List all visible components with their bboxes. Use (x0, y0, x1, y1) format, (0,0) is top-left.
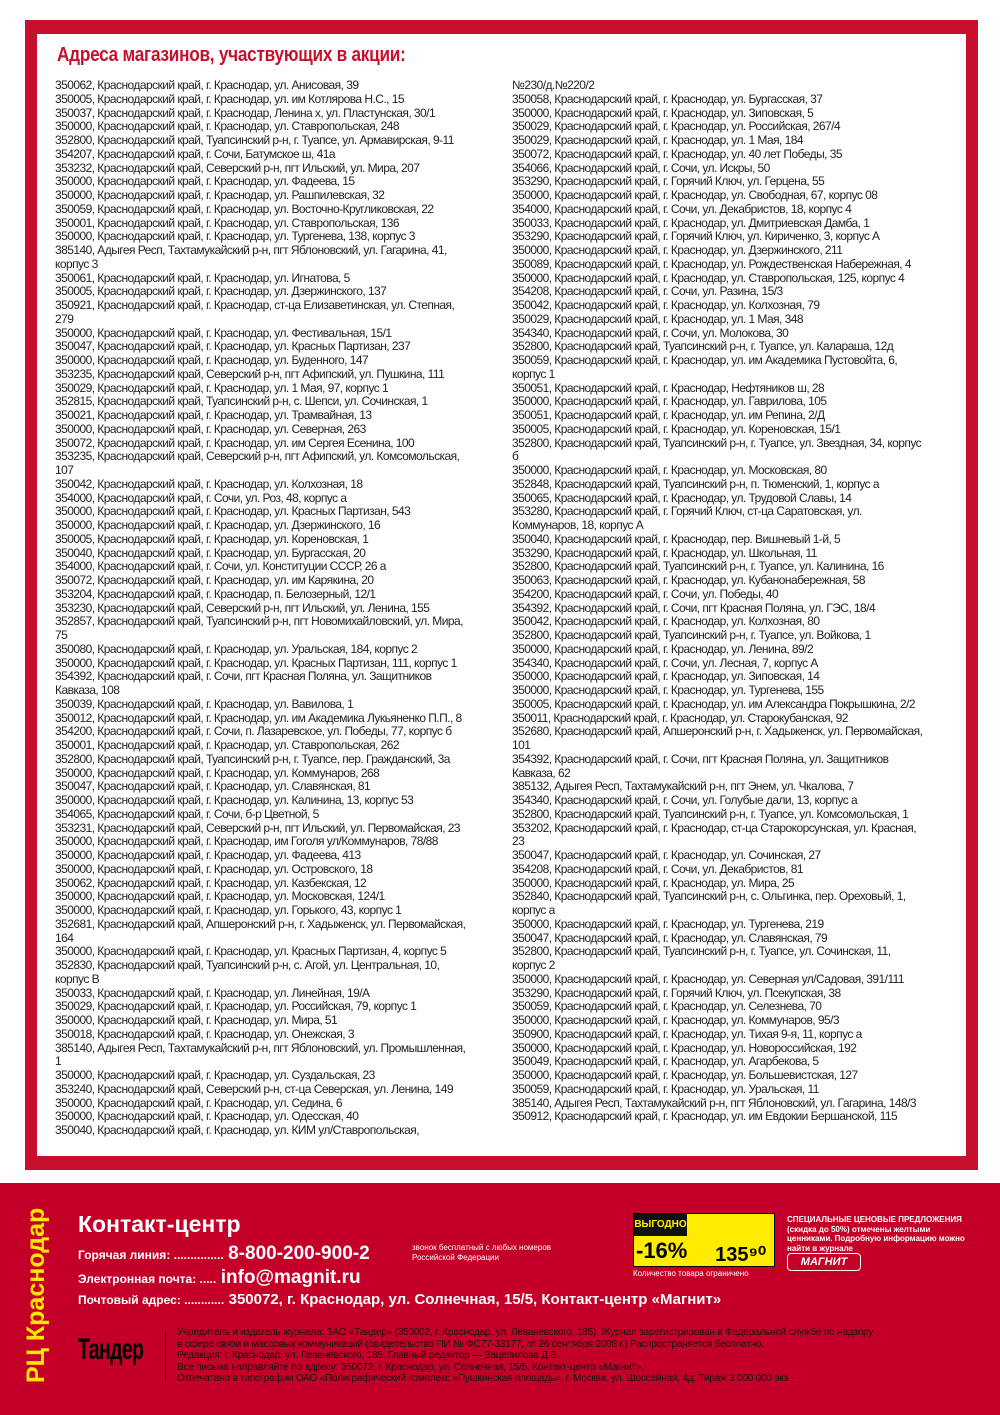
address-line: 350000, Краснодарский край, г. Краснодар, ул. Ставропольская, 248 (55, 119, 399, 134)
address-line: №230/д.№220/2 (512, 78, 595, 92)
address-line: 350062, Краснодарский край, г. Краснодар, ул. Казбекская, 12 (55, 875, 367, 890)
address-line: 353235, Краснодарский край, Северский р-н, пгт Афипский, ул. Пушкина, 111 (55, 366, 445, 381)
address-line: 354392, Краснодарский край, г. Сочи, пгт Красная Поляна, ул. ГЭС, 18/4 (512, 600, 876, 615)
logo-divider (165, 1331, 166, 1381)
address-line: 352800, Краснодарский край, Туапсинский р-н, г. Туапсе, ул. Звездная, 34, корпус (512, 435, 922, 450)
address-line: 350000, Краснодарский край, г. Краснодар, ул. Фадеева, 15 (55, 174, 355, 189)
address-line: 107 (55, 463, 74, 477)
address-line: 354208, Краснодарский край, г. Сочи, ул. Декабристов, 81 (512, 861, 803, 876)
special-offers-text: СПЕЦИАЛЬНЫЕ ЦЕНОВЫЕ ПРЕДЛОЖЕНИЯ (скидка до 50%) отмечены желтыми ценниками. Подробную информацию можно найти в журнале (787, 1215, 965, 1253)
email-link[interactable]: info@magnit.ru (220, 1267, 361, 1288)
address-line: 350042, Краснодарский край, г. Краснодар, ул. Колхозная, 80 (512, 614, 820, 629)
address-line: корпус 2 (512, 958, 555, 972)
address-line: 350005, Краснодарский край, г. Краснодар, ул. Дзержинского, 137 (55, 284, 387, 299)
address-line: 350000, Краснодарский край, г. Краснодар, ул. Красных Партизан, 111, корпус 1 (55, 655, 457, 670)
address-line: 350047, Краснодарский край, г. Краснодар, ул. Славянская, 79 (512, 930, 828, 945)
address-line: 350080, Краснодарский край, г. Краснодар, ул. Уральская, 184, корпус 2 (55, 641, 418, 656)
price-tag-image (633, 1213, 775, 1267)
address-line: 350000, Краснодарский край, г. Краснодар, ул. Фадеева, 413 (55, 848, 361, 862)
address-line: 350000, Краснодарский край, г. Краснодар, ул. Северная ул/Садовая, 391/111 (512, 971, 905, 986)
address-line: 350005, Краснодарский край, г. Краснодар, ул. им Александра Покрышкина, 2/2 (512, 696, 915, 711)
address-line: 101 (512, 738, 531, 752)
address-line: 350000, Краснодарский край, г. Краснодар, ул. Мира, 51 (55, 1013, 338, 1027)
imprint-line: Все письма направляйте по адресу: 350072, г. Краснодар, ул. Солнечная, 15/5. Контакт-центр «Магнит». (177, 1361, 644, 1373)
imprint-line: Учредитель и издатель журнала: ЗАО «Тандер» (350002, г. Краснодар, ул. Леваневского, 185). Журнал зарегистрирован в Федеральной службе по надзору (177, 1327, 874, 1338)
address-line: 350040, Краснодарский край, г. Краснодар, пер. Вишневый 1-й, 5 (512, 531, 841, 546)
address-line: 350000, Краснодарский край, г. Краснодар, ул. Ленина, 89/2 (512, 641, 814, 656)
address-line: 350059, Краснодарский край, г. Краснодар, ул. Восточно-Кругликовская, 22 (55, 201, 434, 216)
address-line: 350062, Краснодарский край, г. Краснодар, ул. Анисовая, 39 (55, 78, 359, 92)
address-line: 350059, Краснодарский край, г. Краснодар, ул. Селезнева, 70 (512, 999, 822, 1014)
address-line: 354000, Краснодарский край, г. Сочи, ул. Декабристов, 18, корпус 4 (512, 201, 852, 216)
address-line: 350040, Краснодарский край, г. Краснодар, ул. КИМ ул/Ставропольская, (55, 1123, 419, 1137)
address-line: 350000, Краснодарский край, г. Краснодар, ул. Тургенева, 138, корпус 3 (55, 229, 415, 244)
address-line: 354340, Краснодарский край, г. Сочи, ул. Молокова, 30 (512, 325, 789, 340)
address-line: 350058, Краснодарский край, г. Краснодар, ул. Бургасская, 37 (512, 91, 823, 106)
address-line: 350029, Краснодарский край, г. Краснодар, ул. 1 Мая, 97, корпус 1 (55, 380, 389, 395)
address-line: 350033, Краснодарский край, г. Краснодар, ул. Линейная, 19/А (55, 985, 370, 1000)
address-line: 354065, Краснодарский край, г. Сочи, б-р Цветной, 5 (55, 806, 319, 821)
imprint-line: Отпечатано в типографии ОАО «Полиграфический комплекс «Пушкинская площадь», г. Москва, ул. Шоссейная, 4д. Тираж 3 000 000 экз. (177, 1373, 791, 1384)
post-address: 350072, г. Краснодар, ул. Солнечная, 15/5, Контакт-центр «Магнит» (228, 1291, 722, 1308)
region-label: РЦ Краснодар (22, 1207, 50, 1383)
tander-logo: Тандер (78, 1333, 144, 1366)
address-line: 353235, Краснодарский край, Северский р-н, пгт Афипский, ул. Комсомольская, (55, 449, 460, 464)
address-line: 354000, Краснодарский край, г. Сочи, ул. Роз, 48, корпус а (55, 490, 347, 505)
address-line: 350005, Краснодарский край, г. Краснодар, ул. им Котлярова Н.С., 15 (55, 91, 404, 106)
address-line: 350000, Краснодарский край, г. Краснодар, ул. Большевистская, 127 (512, 1068, 858, 1082)
address-line: 350049, Краснодарский край, г. Краснодар, ул. Агарбекова, 5 (512, 1054, 819, 1069)
address-line: 350000, Краснодарский край, г. Краснодар, ул. Тургенева, 219 (512, 916, 824, 931)
address-line: 75 (55, 628, 68, 642)
address-line: Кавказа, 62 (512, 765, 571, 780)
contact-center-title: Контакт-центр (78, 1211, 241, 1237)
address-line: 350000, Краснодарский край, г. Краснодар, ул. Новороссийская, 192 (512, 1040, 857, 1055)
address-line: 350047, Краснодарский край, г. Краснодар, ул. Славянская, 81 (55, 779, 371, 794)
address-line: 353290, Краснодарский край, г. Горячий Ключ, ул. Псекупская, 38 (512, 985, 841, 1000)
address-line: 350063, Краснодарский край, г. Краснодар, ул. Кубанонабережная, 58 (512, 573, 865, 587)
address-line: 385140, Адыгея Респ, Тахтамукайский р-н, пгт Яблоновский, ул. Гагарина, 148/3 (512, 1095, 916, 1110)
address-line: 354340, Краснодарский край, г. Сочи, ул. Лесная, 7, корпус А (512, 655, 818, 670)
address-line: 350000, Краснодарский край, г. Краснодар, ул. Ставропольская, 125, корпус 4 (512, 270, 905, 285)
address-line: Коммунаров, 18, корпус А (512, 518, 644, 532)
hotline-note: звонок бесплатный с любых номеров Российской Федерации (412, 1243, 552, 1262)
address-line: 352800, Краснодарский край, Туапсинский р-н, г. Туапсе, ул. Калараша, 12д (512, 339, 894, 354)
address-line: 350047, Краснодарский край, г. Краснодар, ул. Красных Партизан, 237 (55, 339, 411, 354)
address-line: 350000, Краснодарский край, г. Краснодар, им Гоголя ул/Коммунаров, 78/88 (55, 834, 438, 849)
address-line: 350000, Краснодарский край, г. Краснодар, ул. Московская, 80 (512, 463, 827, 477)
address-line: 350011, Краснодарский край, г. Краснодар, ул. Старокубанская, 92 (512, 710, 848, 725)
address-line: 350000, Краснодарский край, г. Краснодар, ул. Мира, 25 (512, 875, 795, 890)
address-line: 350089, Краснодарский край, г. Краснодар, ул. Рождественская Набережная, 4 (512, 256, 911, 271)
address-line: 350051, Краснодарский край, г. Краснодар, Нефтяников ш, 28 (512, 380, 825, 395)
address-line: 385132, Адыгея Респ, Тахтамукайский р-н, пгт Энем, ул. Чкалова, 7 (512, 779, 854, 794)
address-line: 350072, Краснодарский край, г. Краснодар, ул. им Карякина, 20 (55, 573, 374, 587)
address-line: 353290, Краснодарский край, г. Горячий Ключ, ул. Герцена, 55 (512, 174, 825, 189)
promo-badge: ВЫГОДНО (634, 1214, 687, 1236)
address-line: 354000, Краснодарский край, г. Сочи, ул. Конституции СССР, 26 а (55, 559, 386, 574)
address-line: 353280, Краснодарский край, г. Горячий Ключ, ст-ца Саратовская, ул. (512, 504, 862, 519)
address-line: 350039, Краснодарский край, г. Краснодар, ул. Вавилова, 1 (55, 696, 354, 711)
address-line: 350000, Краснодарский край, г. Краснодар, ул. Красных Партизан, 543 (55, 504, 411, 519)
promo-discount: -16% (636, 1238, 688, 1263)
address-line: 350000, Краснодарский край, г. Краснодар, ул. Горького, 43, корпус 1 (55, 903, 402, 917)
address-line: 350021, Краснодарский край, г. Краснодар, ул. Трамвайная, 13 (55, 408, 372, 422)
hotline-row (78, 1243, 370, 1265)
address-line: 350037, Краснодарский край, г. Краснодар, Ленина х, ул. Пластунская, 30/1 (55, 105, 436, 120)
address-line: 350018, Краснодарский край, г. Краснодар, ул. Онежская, 3 (55, 1026, 354, 1041)
address-line: 350000, Краснодарский край, г. Краснодар, ул. Одесская, 40 (55, 1109, 359, 1124)
address-line: 352680, Краснодарский край, Апшеронский р-н, г. Хадыженск, ул. Первомайская, (512, 724, 923, 739)
address-line: 350000, Краснодарский край, г. Краснодар, ул. Буденного, 147 (55, 353, 369, 367)
address-line: 353290, Краснодарский край, г. Краснодар, ул. Школьная, 11 (512, 545, 817, 560)
address-line: 354208, Краснодарский край, г. Сочи, ул. Разина, 15/3 (512, 284, 783, 299)
address-line: 350000, Краснодарский край, г. Краснодар, ул. Красных Партизан, 4, корпус 5 (55, 944, 447, 959)
address-line: 350061, Краснодарский край, г. Краснодар, ул. Игнатова, 5 (55, 270, 350, 285)
address-line: 354066, Краснодарский край, г. Сочи, ул. Искры, 50 (512, 160, 770, 175)
email-row (78, 1267, 361, 1289)
address-column-left (55, 79, 465, 1138)
address-line: 350000, Краснодарский край, г. Краснодар, ул. Фестивальная, 15/1 (55, 325, 392, 340)
address-line: 350000, Краснодарский край, г. Краснодар, ул. Островского, 18 (55, 861, 373, 876)
address-line: 350072, Краснодарский край, г. Краснодар, ул. им Сергея Есенина, 100 (55, 435, 415, 450)
address-line: 354392, Краснодарский край, г. Сочи, пгт Красная Поляна, ул. Защитников (55, 669, 432, 684)
address-line: 350029, Краснодарский край, г. Краснодар, ул. 1 Мая, 348 (512, 311, 803, 326)
imprint-line: Редакция: г. Краснодар, ул. Леваневского, 185. Главный редактор — Зацепилова Д.В. (177, 1350, 560, 1361)
address-line: 350047, Краснодарский край, г. Краснодар, ул. Сочинская, 27 (512, 848, 821, 862)
address-line: 350059, Краснодарский край, г. Краснодар, ул. им Академика Пустовойта, 6, (512, 353, 898, 367)
email-label: Электронная почта: ..... (78, 1272, 217, 1286)
address-line: 350000, Краснодарский край, г. Краснодар, ул. Коммунаров, 95/3 (512, 1013, 840, 1027)
address-line: 353232, Краснодарский край, Северский р-н, пгт Ильский, ул. Мира, 207 (55, 160, 420, 175)
address-line: 350000, Краснодарский край, г. Краснодар, ул. Дзержинского, 211 (512, 243, 843, 257)
address-line: 350000, Краснодарский край, г. Краснодар, ул. Рашпилевская, 32 (55, 188, 385, 202)
address-line: 352848, Краснодарский край, Туапсинский р-н, п. Тюменский, 1, корпус а (512, 476, 880, 491)
address-line: 350072, Краснодарский край, г. Краснодар, ул. 40 лет Победы, 35 (512, 146, 843, 161)
address-line: б (512, 449, 519, 464)
post-label: Почтовый адрес: ............ (78, 1293, 225, 1307)
address-line: 350000, Краснодарский край, г. Краснодар, ул. Суздальская, 23 (55, 1068, 375, 1082)
address-line: 350000, Краснодарский край, г. Краснодар, ул. Коммунаров, 268 (55, 765, 380, 780)
address-line: 353230, Краснодарский край, Северский р-н, пгт Ильский, ул. Ленина, 155 (55, 600, 430, 615)
page-title: Адреса магазинов, участвующих в акции: (57, 44, 406, 66)
address-line: 352857, Краснодарский край, Туапсинский р-н, пгт Новомихайловский, ул. Мира, (55, 614, 463, 629)
address-line: 350051, Краснодарский край, г. Краснодар, ул. им Репина, 2/Д (512, 408, 825, 422)
address-line: 354392, Краснодарский край, г. Сочи, пгт Красная Поляна, ул. Защитников (512, 751, 889, 766)
address-line: 350005, Краснодарский край, г. Краснодар, ул. Кореновская, 1 (55, 531, 369, 546)
address-line: 353231, Краснодарский край, Северский р-н, пгт Ильский, ул. Первомайская, 23 (55, 820, 461, 835)
address-line: 352800, Краснодарский край, Туапсинский р-н, г. Туапсе, ул. Сочинская, 11, (512, 944, 891, 959)
address-line: 350029, Краснодарский край, г. Краснодар, ул. Российская, 267/4 (512, 119, 841, 134)
address-line: 354340, Краснодарский край, г. Сочи, ул. Голубые дали, 13, корпус а (512, 793, 858, 807)
address-line: 354200, Краснодарский край, г. Сочи, п. Лазаревское, ул. Победы, 77, корпус б (55, 724, 452, 739)
address-line: 350000, Краснодарский край, г. Краснодар, ул. Калинина, 13, корпус 53 (55, 793, 414, 807)
address-line: 352800, Краснодарский край, Туапсинский р-н, г. Туапсе, ул. Армавирская, 9-11 (55, 133, 454, 147)
address-line: 353202, Краснодарский край, г. Краснодар, ст-ца Старокорсунская, ул. Красная, (512, 820, 917, 835)
address-line: корпус В (55, 971, 100, 986)
address-line: 350065, Краснодарский край, г. Краснодар, ул. Трудовой Славы, 14 (512, 490, 852, 505)
address-line: 352830, Краснодарский край, Туапсинский р-н, с. Агой, ул. Центральная, 10, (55, 958, 440, 972)
address-line: Кавказа, 108 (55, 683, 120, 697)
address-line: 353290, Краснодарский край, г. Горячий Ключ, ул. Кириченко, 3, корпус А (512, 229, 880, 244)
address-line: 352800, Краснодарский край, Туапсинский р-н, г. Туапсе, пер. Гражданский, 3а (55, 751, 450, 766)
address-line: 352681, Краснодарский край, Апшеронский р-н, г. Хадыженск, ул. Первомайская, (55, 916, 466, 931)
address-line: 352840, Краснодарский край, Туапсинский р-н, с. Ольгинка, пер. Ореховый, 1, (512, 889, 906, 904)
address-line: 164 (55, 930, 74, 945)
address-line: 350000, Краснодарский край, г. Краснодар, ул. Тургенева, 155 (512, 683, 824, 697)
address-line: 350000, Краснодарский край, г. Краснодар, ул. Свободная, 67, корпус 08 (512, 188, 878, 202)
address-line: 350040, Краснодарский край, г. Краснодар, ул. Бургасская, 20 (55, 545, 366, 560)
address-line: 353204, Краснодарский край, г. Краснодар, п. Белозерный, 12/1 (55, 586, 376, 601)
address-line: 350042, Краснодарский край, г. Краснодар, ул. Колхозная, 79 (512, 298, 820, 312)
address-line: 350029, Краснодарский край, г. Краснодар, ул. Российская, 79, корпус 1 (55, 999, 417, 1014)
address-line: 352800, Краснодарский край, Туапсинский р-н, г. Туапсе, ул. Комсомольская, 1 (512, 806, 909, 821)
imprint-text (177, 1327, 873, 1385)
address-line: 350000, Краснодарский край, г. Краснодар, ул. Седина, 6 (55, 1095, 342, 1110)
address-line: 350921, Краснодарский край, г. Краснодар, ст-ца Елизаветинская, ул. Степная, (55, 298, 455, 312)
address-line: 350012, Краснодарский край, г. Краснодар, ул. им Академика Лукьяненко П.П., 8 (55, 710, 462, 725)
imprint-line: в сфере связи и массовых коммуникаций (свидетельство ПИ № ФС77-33177, от 26 сентября 2008 г.) Распространяется бесплатно. (177, 1338, 764, 1350)
promo-caption: Количество товара ограничено (633, 1269, 749, 1278)
address-line: корпус 3 (55, 256, 98, 271)
address-line: 353240, Краснодарский край, Северский р-н, ст-ца Северская, ул. Ленина, 149 (55, 1081, 453, 1096)
address-line: корпус 1 (512, 366, 555, 381)
footer (0, 1183, 1000, 1415)
address-line: 350000, Краснодарский край, г. Краснодар, ул. Дзержинского, 16 (55, 518, 381, 532)
hotline-label: Горячая линия: ............... (78, 1248, 224, 1262)
address-line: 352800, Краснодарский край, Туапсинский р-н, г. Туапсе, ул. Калинина, 16 (512, 559, 884, 574)
address-line: 385140, Адыгея Респ, Тахтамукайский р-н, пгт Яблоновский, ул. Промышленная, (55, 1040, 466, 1055)
address-frame (25, 20, 978, 1170)
address-panel (37, 34, 966, 1156)
address-line: 1 (55, 1054, 62, 1069)
address-line: 354200, Краснодарский край, г. Сочи, ул. Победы, 40 (512, 586, 779, 601)
address-line: 352815, Краснодарский край, Туапсинский р-н, с. Шепси, ул. Сочинская, 1 (55, 394, 428, 409)
post-row (78, 1291, 721, 1309)
address-line: 350000, Краснодарский край, г. Краснодар, ул. Зиповская, 5 (512, 105, 814, 120)
address-line: 350000, Краснодарский край, г. Краснодар, ул. Московская, 124/1 (55, 889, 385, 904)
promo-price: 135⁹⁰ (715, 1244, 766, 1266)
address-line: 350042, Краснодарский край, г. Краснодар, ул. Колхозная, 18 (55, 476, 363, 491)
magnit-logo: МАГНИТ (787, 1253, 861, 1271)
address-line: 352800, Краснодарский край, Туапсинский р-н, г. Туапсе, ул. Войкова, 1 (512, 628, 871, 642)
address-line: 385140, Адыгея Респ, Тахтамукайский р-н, пгт Яблоновский, ул. Гагарина, 41, (55, 243, 447, 257)
address-line: 23 (512, 834, 525, 849)
address-line: 350001, Краснодарский край, г. Краснодар, ул. Ставропольская, 136 (55, 215, 399, 230)
address-line: 350000, Краснодарский край, г. Краснодар, ул. Гаврилова, 105 (512, 394, 827, 409)
address-line: 350000, Краснодарский край, г. Краснодар, ул. Северная, 263 (55, 421, 366, 436)
address-line: 350005, Краснодарский край, г. Краснодар, ул. Кореновская, 15/1 (512, 421, 841, 436)
address-column-right (512, 79, 922, 1124)
address-line: 279 (55, 311, 74, 326)
address-line: 350900, Краснодарский край, г. Краснодар, ул. Тихая 9-я, 11, корпус а (512, 1026, 862, 1041)
address-line: корпус а (512, 903, 555, 917)
address-line: 350033, Краснодарский край, г. Краснодар, ул. Дмитриевская Дамба, 1 (512, 215, 870, 230)
address-line: 350029, Краснодарский край, г. Краснодар, ул. 1 Мая, 184 (512, 133, 803, 147)
address-line: 350059, Краснодарский край, г. Краснодар, ул. Уральская, 11 (512, 1081, 819, 1096)
address-line: 350001, Краснодарский край, г. Краснодар, ул. Ставропольская, 262 (55, 738, 399, 752)
address-line: 350000, Краснодарский край, г. Краснодар, ул. Зиповская, 14 (512, 669, 820, 684)
hotline-number[interactable]: 8-800-200-900-2 (228, 1243, 370, 1264)
address-line: 354207, Краснодарский край, г. Сочи, Батумское ш, 41а (55, 146, 335, 161)
address-line: 350912, Краснодарский край, г. Краснодар, ул. им Евдокии Бершанской, 115 (512, 1109, 898, 1124)
